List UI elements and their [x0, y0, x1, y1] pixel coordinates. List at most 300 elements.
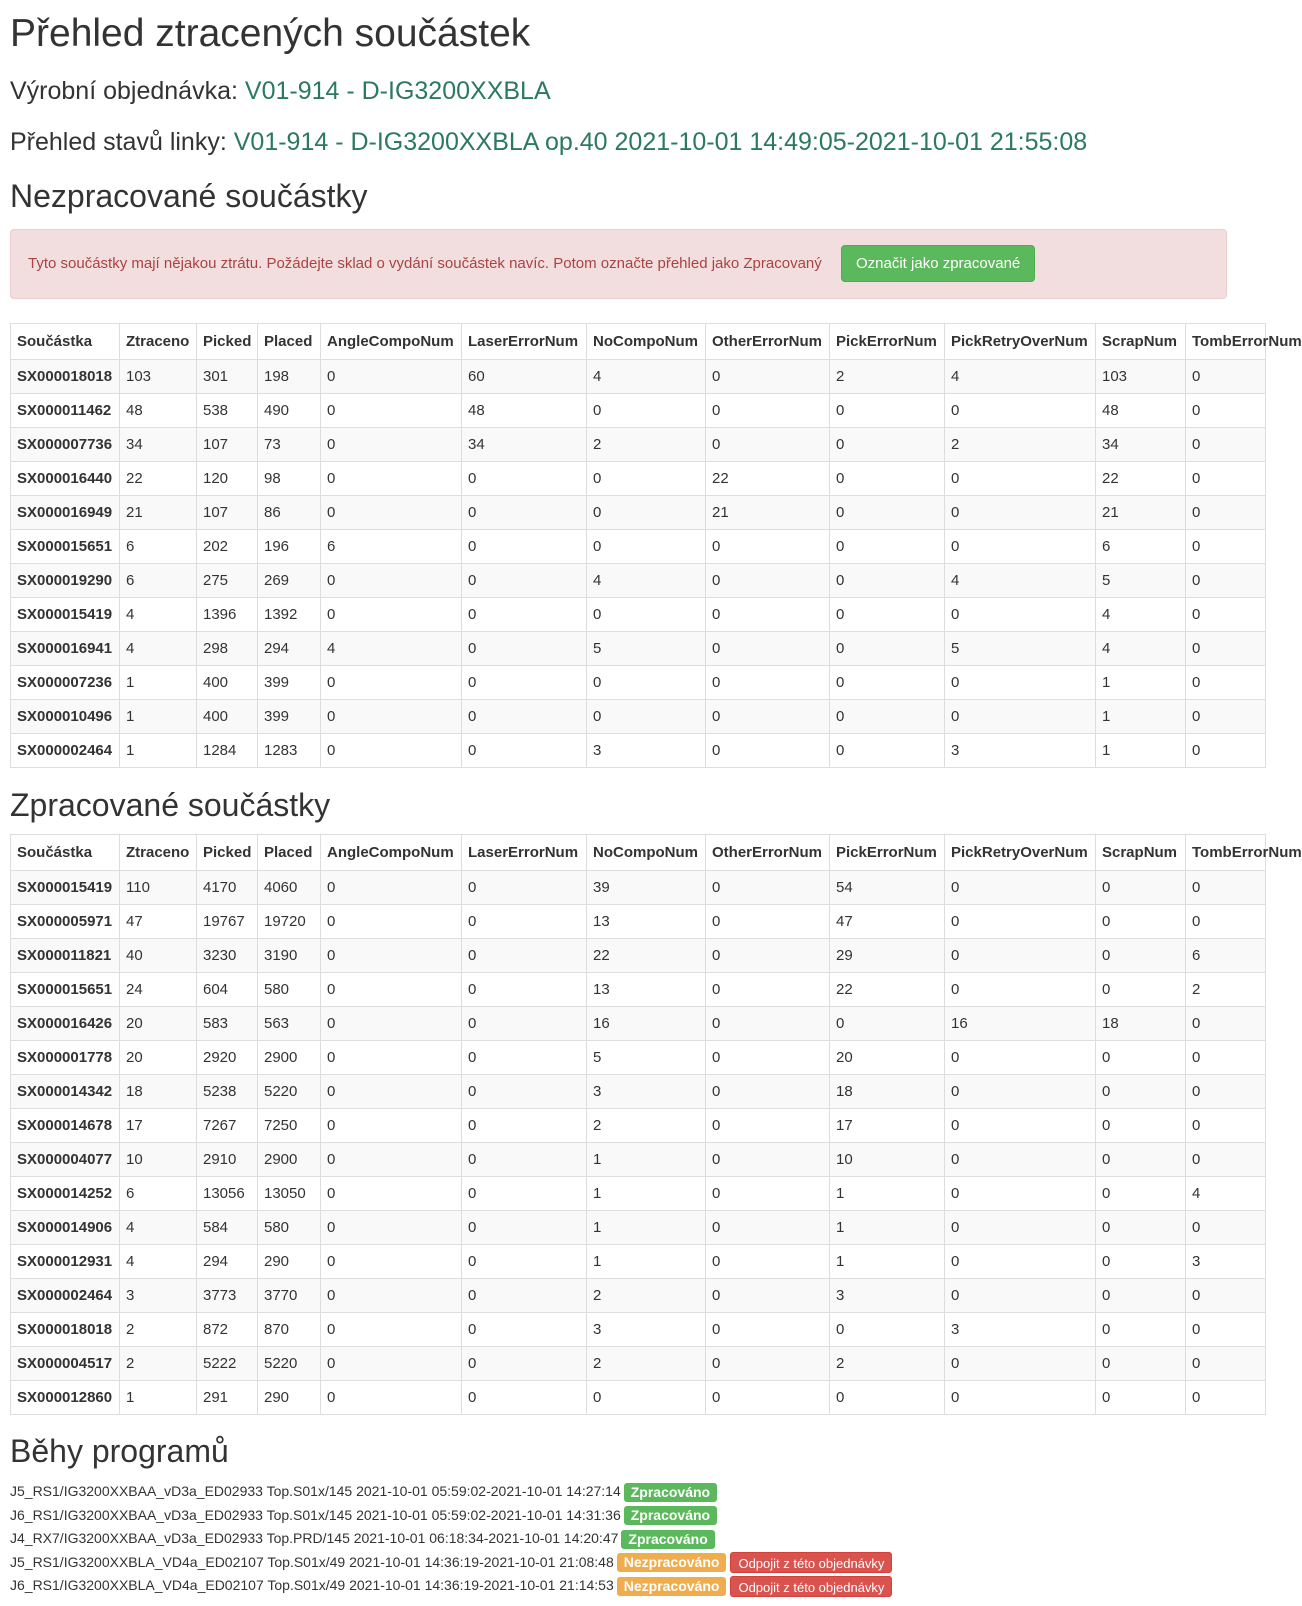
table-cell: 6 — [120, 564, 197, 598]
table-cell: 0 — [706, 1347, 830, 1381]
table-cell: 4 — [1186, 1177, 1266, 1211]
table-cell: 0 — [1096, 1245, 1186, 1279]
table-cell: 0 — [321, 666, 462, 700]
order-link[interactable]: V01-914 - D-IG3200XXBLA — [244, 77, 551, 105]
table-cell: 107 — [197, 496, 258, 530]
table-cell: 0 — [945, 1143, 1096, 1177]
table-cell: 48 — [462, 394, 587, 428]
table-cell: 103 — [1096, 360, 1186, 394]
runs-heading: Běhy programů — [10, 1433, 229, 1469]
table-cell: 0 — [1186, 1381, 1266, 1415]
table-cell: 0 — [830, 598, 945, 632]
processed-table — [10, 834, 1302, 1415]
table-cell: 0 — [945, 1177, 1096, 1211]
table-cell: 0 — [462, 700, 587, 734]
table-row — [11, 1109, 1266, 1143]
table-cell: 0 — [1186, 1041, 1266, 1075]
table-cell: 0 — [945, 666, 1096, 700]
part-number-cell: SX000007236 — [11, 666, 120, 700]
program-run-item — [10, 1551, 892, 1575]
table-cell: 0 — [830, 700, 945, 734]
table-cell: 2 — [945, 428, 1096, 462]
table-cell: 6 — [1186, 939, 1266, 973]
table-cell: 275 — [197, 564, 258, 598]
table-cell: 0 — [945, 939, 1096, 973]
table-cell: 0 — [1096, 1109, 1186, 1143]
table-row — [11, 632, 1266, 666]
program-run-text: J5_RS1/IG3200XXBLA_VD4a_ED02107 Top.S01x/49 2021-10-01 14:36:19-2021-10-01 21:08:48 — [10, 1553, 614, 1570]
table-cell: 20 — [120, 1007, 197, 1041]
part-number-cell: SX000014678 — [11, 1109, 120, 1143]
table-cell: 2 — [1186, 973, 1266, 1007]
table-cell: 54 — [830, 871, 945, 905]
table-row — [11, 598, 1266, 632]
program-run-item — [10, 1504, 892, 1528]
table-cell: 196 — [258, 530, 321, 564]
table-cell: 0 — [1186, 1075, 1266, 1109]
table-cell: 0 — [945, 462, 1096, 496]
table-row — [11, 1007, 1266, 1041]
column-header: NoCompoNum — [587, 324, 706, 360]
table-cell: 0 — [462, 666, 587, 700]
order-line — [10, 77, 551, 106]
table-cell: 0 — [1096, 1347, 1186, 1381]
table-cell: 5238 — [197, 1075, 258, 1109]
table-cell: 584 — [197, 1211, 258, 1245]
column-header: NoCompoNum — [587, 835, 706, 871]
table-cell: 0 — [587, 1381, 706, 1415]
table-cell: 0 — [321, 700, 462, 734]
table-cell: 0 — [462, 1007, 587, 1041]
table-cell: 604 — [197, 973, 258, 1007]
table-cell: 18 — [830, 1075, 945, 1109]
table-row — [11, 394, 1266, 428]
table-cell: 0 — [587, 598, 706, 632]
table-cell: 1 — [120, 734, 197, 768]
column-header: OtherErrorNum — [706, 324, 830, 360]
table-cell: 0 — [945, 1381, 1096, 1415]
table-cell: 5 — [945, 632, 1096, 666]
table-cell: 1 — [587, 1245, 706, 1279]
table-cell: 1396 — [197, 598, 258, 632]
table-cell: 0 — [1186, 1007, 1266, 1041]
part-number-cell: SX000010496 — [11, 700, 120, 734]
part-number-cell: SX000005971 — [11, 905, 120, 939]
table-cell: 0 — [462, 905, 587, 939]
table-cell: 0 — [1096, 1279, 1186, 1313]
table-cell: 0 — [587, 394, 706, 428]
table-cell: 399 — [258, 666, 321, 700]
table-cell: 0 — [587, 530, 706, 564]
table-cell: 21 — [1096, 496, 1186, 530]
column-header: AngleCompoNum — [321, 324, 462, 360]
table-cell: 0 — [1186, 1313, 1266, 1347]
table-cell: 7250 — [258, 1109, 321, 1143]
table-cell: 0 — [706, 1075, 830, 1109]
table-cell: 0 — [945, 1041, 1096, 1075]
table-cell: 0 — [1186, 530, 1266, 564]
table-cell: 0 — [706, 530, 830, 564]
part-number-cell: SX000011462 — [11, 394, 120, 428]
table-cell: 0 — [1186, 564, 1266, 598]
table-cell: 17 — [120, 1109, 197, 1143]
table-cell: 290 — [258, 1381, 321, 1415]
table-cell: 0 — [1186, 632, 1266, 666]
table-cell: 0 — [1186, 394, 1266, 428]
table-cell: 0 — [1096, 1143, 1186, 1177]
table-cell: 2910 — [197, 1143, 258, 1177]
status-badge: Zpracováno — [624, 1483, 717, 1502]
table-cell: 34 — [462, 428, 587, 462]
table-cell: 0 — [321, 428, 462, 462]
table-cell: 0 — [462, 1211, 587, 1245]
table-cell: 4 — [120, 598, 197, 632]
table-cell: 24 — [120, 973, 197, 1007]
table-cell: 0 — [321, 1041, 462, 1075]
table-cell: 3 — [945, 734, 1096, 768]
table-cell: 2 — [830, 1347, 945, 1381]
table-cell: 0 — [706, 1109, 830, 1143]
part-number-cell: SX000016949 — [11, 496, 120, 530]
table-cell: 0 — [321, 496, 462, 530]
part-number-cell: SX000014252 — [11, 1177, 120, 1211]
table-cell: 4060 — [258, 871, 321, 905]
table-cell: 0 — [587, 700, 706, 734]
table-cell: 0 — [1096, 1177, 1186, 1211]
program-run-text: J6_RS1/IG3200XXBAA_vD3a_ED02933 Top.S01x/145 2021-10-01 05:59:02-2021-10-01 14:31:36 — [10, 1506, 621, 1523]
table-cell: 1 — [587, 1211, 706, 1245]
table-cell: 2 — [830, 360, 945, 394]
column-header: Součástka — [11, 324, 120, 360]
table-cell: 2 — [587, 1279, 706, 1313]
table-cell: 4 — [120, 1245, 197, 1279]
table-row — [11, 973, 1266, 1007]
table-cell: 19767 — [197, 905, 258, 939]
table-cell: 0 — [1096, 1313, 1186, 1347]
table-cell: 20 — [830, 1041, 945, 1075]
status-badge: Nezpracováno — [617, 1553, 727, 1572]
table-cell: 0 — [830, 394, 945, 428]
program-run-text: J6_RS1/IG3200XXBLA_VD4a_ED02107 Top.S01x/49 2021-10-01 14:36:19-2021-10-01 21:14:53 — [10, 1577, 614, 1593]
table-cell: 73 — [258, 428, 321, 462]
column-header: ScrapNum — [1096, 835, 1186, 871]
table-cell: 0 — [587, 462, 706, 496]
table-cell: 2920 — [197, 1041, 258, 1075]
table-cell: 0 — [462, 871, 587, 905]
processed-table-wrap — [10, 834, 1302, 1415]
table-cell: 120 — [197, 462, 258, 496]
table-cell: 0 — [945, 1347, 1096, 1381]
column-header: Placed — [258, 324, 321, 360]
table-cell: 0 — [706, 1313, 830, 1347]
table-cell: 34 — [1096, 428, 1186, 462]
table-cell: 0 — [1186, 360, 1266, 394]
table-cell: 4170 — [197, 871, 258, 905]
table-cell: 0 — [706, 598, 830, 632]
column-header: PickErrorNum — [830, 324, 945, 360]
table-cell: 0 — [462, 973, 587, 1007]
part-number-cell: SX000018018 — [11, 360, 120, 394]
table-cell: 0 — [462, 1347, 587, 1381]
table-cell: 0 — [321, 871, 462, 905]
column-header: ScrapNum — [1096, 324, 1186, 360]
table-cell: 0 — [321, 1143, 462, 1177]
column-header: TombErrorNum — [1186, 835, 1266, 871]
table-cell: 0 — [1096, 1041, 1186, 1075]
table-cell: 5220 — [258, 1347, 321, 1381]
table-cell: 17 — [830, 1109, 945, 1143]
table-row — [11, 564, 1266, 598]
table-cell: 0 — [706, 1245, 830, 1279]
table-cell: 0 — [945, 1279, 1096, 1313]
table-cell: 22 — [1096, 462, 1186, 496]
table-cell: 0 — [1096, 1075, 1186, 1109]
table-cell: 0 — [321, 1279, 462, 1313]
table-cell: 0 — [830, 428, 945, 462]
column-header: PickRetryOverNum — [945, 324, 1096, 360]
table-cell: 0 — [706, 1041, 830, 1075]
table-cell: 0 — [1186, 1109, 1266, 1143]
part-number-cell: SX000004517 — [11, 1347, 120, 1381]
table-cell: 563 — [258, 1007, 321, 1041]
part-number-cell: SX000014906 — [11, 1211, 120, 1245]
table-cell: 2 — [587, 428, 706, 462]
table-cell: 98 — [258, 462, 321, 496]
table-cell: 13 — [587, 973, 706, 1007]
table-cell: 580 — [258, 1211, 321, 1245]
table-cell: 22 — [120, 462, 197, 496]
status-line — [10, 128, 1087, 157]
table-cell: 0 — [462, 1381, 587, 1415]
program-runs-list — [10, 1480, 892, 1598]
table-cell: 538 — [197, 394, 258, 428]
column-header: LaserErrorNum — [462, 835, 587, 871]
table-cell: 4 — [120, 1211, 197, 1245]
column-header: PickRetryOverNum — [945, 835, 1096, 871]
detach-from-order-button[interactable]: Odpojit z této objednávky — [730, 1576, 892, 1597]
table-cell: 1 — [1096, 700, 1186, 734]
table-cell: 0 — [1186, 734, 1266, 768]
table-cell: 1 — [120, 700, 197, 734]
table-cell: 0 — [945, 496, 1096, 530]
table-cell: 39 — [587, 871, 706, 905]
table-cell: 3 — [945, 1313, 1096, 1347]
table-cell: 0 — [706, 1211, 830, 1245]
table-cell: 490 — [258, 394, 321, 428]
table-cell: 1 — [120, 666, 197, 700]
table-cell: 47 — [830, 905, 945, 939]
table-cell: 1 — [120, 1381, 197, 1415]
table-cell: 1392 — [258, 598, 321, 632]
table-cell: 2 — [587, 1109, 706, 1143]
table-cell: 0 — [1186, 462, 1266, 496]
detach-from-order-button[interactable]: Odpojit z této objednávky — [730, 1552, 892, 1573]
table-cell: 5 — [587, 632, 706, 666]
table-cell: 0 — [1186, 1279, 1266, 1313]
table-cell: 0 — [945, 871, 1096, 905]
table-cell: 2 — [120, 1313, 197, 1347]
table-cell: 0 — [462, 462, 587, 496]
table-cell: 110 — [120, 871, 197, 905]
table-cell: 0 — [321, 905, 462, 939]
table-cell: 0 — [321, 394, 462, 428]
table-cell: 294 — [258, 632, 321, 666]
table-cell: 0 — [706, 394, 830, 428]
unprocessed-table-wrap — [10, 323, 1302, 768]
table-cell: 0 — [462, 1109, 587, 1143]
table-cell: 0 — [321, 462, 462, 496]
unprocessed-heading: Nezpracované součástky — [10, 178, 368, 214]
table-row — [11, 1075, 1266, 1109]
table-cell: 580 — [258, 973, 321, 1007]
table-cell: 202 — [197, 530, 258, 564]
order-label: Výrobní objednávka: — [10, 77, 238, 105]
table-cell: 1 — [830, 1245, 945, 1279]
table-cell: 0 — [462, 1041, 587, 1075]
table-cell: 0 — [1096, 939, 1186, 973]
table-cell: 0 — [945, 1245, 1096, 1279]
table-cell: 1 — [587, 1143, 706, 1177]
table-cell: 0 — [706, 939, 830, 973]
table-cell: 16 — [587, 1007, 706, 1041]
table-cell: 0 — [830, 1007, 945, 1041]
status-label: Přehled stavů linky: — [10, 128, 227, 156]
table-row — [11, 1279, 1266, 1313]
table-cell: 0 — [321, 734, 462, 768]
table-row — [11, 1245, 1266, 1279]
table-cell: 0 — [706, 905, 830, 939]
table-header-row — [11, 324, 1266, 360]
table-cell: 5 — [1096, 564, 1186, 598]
table-cell: 0 — [321, 564, 462, 598]
table-cell: 1 — [1096, 666, 1186, 700]
table-cell: 18 — [1096, 1007, 1186, 1041]
table-cell: 1 — [830, 1177, 945, 1211]
table-cell: 399 — [258, 700, 321, 734]
part-number-cell: SX000015651 — [11, 530, 120, 564]
table-cell: 0 — [321, 1109, 462, 1143]
table-cell: 13050 — [258, 1177, 321, 1211]
table-cell: 1 — [587, 1177, 706, 1211]
part-number-cell: SX000018018 — [11, 1313, 120, 1347]
table-cell: 2900 — [258, 1041, 321, 1075]
table-cell: 0 — [706, 1143, 830, 1177]
table-cell: 0 — [706, 428, 830, 462]
program-run-item — [10, 1480, 892, 1504]
table-cell: 6 — [120, 1177, 197, 1211]
table-cell: 13056 — [197, 1177, 258, 1211]
table-cell: 3 — [120, 1279, 197, 1313]
table-row — [11, 1381, 1266, 1415]
table-cell: 0 — [1096, 905, 1186, 939]
table-cell: 0 — [1096, 871, 1186, 905]
part-number-cell: SX000011821 — [11, 939, 120, 973]
table-cell: 103 — [120, 360, 197, 394]
table-cell: 0 — [706, 871, 830, 905]
part-number-cell: SX000019290 — [11, 564, 120, 598]
table-cell: 0 — [321, 973, 462, 1007]
table-cell: 3 — [1186, 1245, 1266, 1279]
table-cell: 3 — [587, 734, 706, 768]
status-link[interactable]: V01-914 - D-IG3200XXBLA op.40 2021-10-01 14:49:05-2021-10-01 21:55:08 — [233, 128, 1088, 156]
table-cell: 34 — [120, 428, 197, 462]
part-number-cell: SX000007736 — [11, 428, 120, 462]
table-cell: 2 — [120, 1347, 197, 1381]
table-cell: 301 — [197, 360, 258, 394]
table-cell: 0 — [462, 632, 587, 666]
table-cell: 60 — [462, 360, 587, 394]
table-cell: 1283 — [258, 734, 321, 768]
table-cell: 20 — [120, 1041, 197, 1075]
table-cell: 0 — [462, 530, 587, 564]
table-cell: 3230 — [197, 939, 258, 973]
processed-heading: Zpracované součástky — [10, 787, 331, 823]
table-cell: 0 — [321, 939, 462, 973]
table-cell: 0 — [945, 905, 1096, 939]
table-cell: 0 — [830, 1313, 945, 1347]
table-row — [11, 1347, 1266, 1381]
table-cell: 0 — [321, 1211, 462, 1245]
table-cell: 16 — [945, 1007, 1096, 1041]
table-cell: 5222 — [197, 1347, 258, 1381]
table-cell: 400 — [197, 666, 258, 700]
table-cell: 48 — [120, 394, 197, 428]
part-number-cell: SX000016941 — [11, 632, 120, 666]
program-run-text: J4_RX7/IG3200XXBAA_vD3a_ED02933 Top.PRD/145 2021-10-01 06:18:34-2021-10-01 14:20:47 — [10, 1530, 619, 1546]
column-header: Placed — [258, 835, 321, 871]
table-cell: 4 — [321, 632, 462, 666]
table-cell: 0 — [1186, 598, 1266, 632]
table-cell: 6 — [1096, 530, 1186, 564]
table-cell: 0 — [1186, 871, 1266, 905]
status-badge: Zpracováno — [621, 1530, 714, 1549]
table-row — [11, 871, 1266, 905]
program-run-item — [10, 1527, 892, 1551]
table-cell: 0 — [462, 564, 587, 598]
table-cell: 290 — [258, 1245, 321, 1279]
part-number-cell: SX000014342 — [11, 1075, 120, 1109]
table-cell: 4 — [587, 360, 706, 394]
mark-processed-button[interactable]: Označit jako zpracované — [841, 245, 1035, 282]
table-cell: 6 — [321, 530, 462, 564]
table-cell: 0 — [1186, 666, 1266, 700]
table-cell: 4 — [945, 564, 1096, 598]
table-cell: 0 — [706, 973, 830, 1007]
column-header: Picked — [197, 324, 258, 360]
table-cell: 294 — [197, 1245, 258, 1279]
table-cell: 0 — [1096, 973, 1186, 1007]
table-cell: 22 — [830, 973, 945, 1007]
table-cell: 3190 — [258, 939, 321, 973]
table-row — [11, 496, 1266, 530]
column-header: Součástka — [11, 835, 120, 871]
table-cell: 10 — [830, 1143, 945, 1177]
table-cell: 291 — [197, 1381, 258, 1415]
table-cell: 0 — [462, 939, 587, 973]
table-cell: 0 — [945, 598, 1096, 632]
table-cell: 0 — [830, 734, 945, 768]
table-cell: 0 — [1186, 1143, 1266, 1177]
table-cell: 0 — [1186, 496, 1266, 530]
table-cell: 2 — [587, 1347, 706, 1381]
table-cell: 0 — [321, 1075, 462, 1109]
table-cell: 4 — [1096, 632, 1186, 666]
table-cell: 4 — [1096, 598, 1186, 632]
page-title: Přehled ztracených součástek — [10, 12, 531, 55]
status-badge: Zpracováno — [624, 1506, 717, 1525]
table-cell: 0 — [706, 734, 830, 768]
status-badge: Nezpracováno — [617, 1577, 727, 1596]
